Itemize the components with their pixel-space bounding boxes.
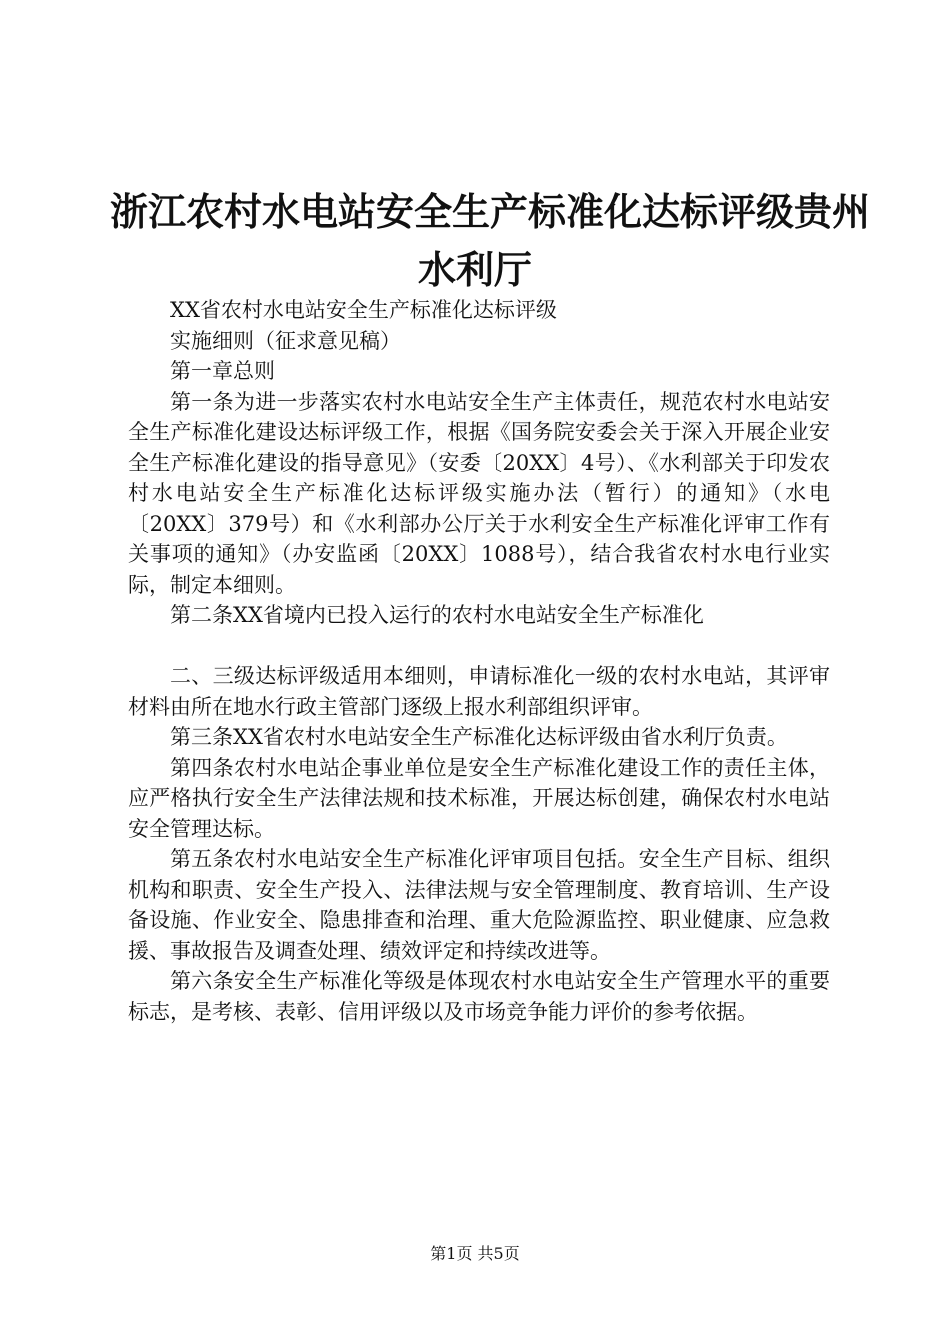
document-title-line-1: 浙江农村水电站安全生产标准化达标评级贵州: [110, 190, 871, 234]
paragraph-chapter-heading: 第一章总则: [170, 359, 275, 383]
document-title-line-2: 水利厅: [417, 248, 532, 292]
paragraph-article-3: 第三条XX省农村水电站安全生产标准化达标评级由省水利厅负责。: [170, 725, 788, 749]
document-body: [128, 295, 830, 1027]
paragraph-article-2: 第二条XX省境内已投入运行的农村水电站安全生产标准化: [170, 603, 704, 627]
paragraph-draft-note: 实施细则（征求意见稿）: [170, 328, 401, 353]
paragraph-article-1: 第一条为进一步落实农村水电站安全生产主体责任，规范农村水电站安全生产标准化建设达标评级工作，根据《国务院安委会关于深入开展企业安全生产标准化建设的指导意见》（安委〔20XX〕4号）、《水利部关于印发农村水电站安全生产标准化达标评级实施办法（暂行）的通知》（水电〔20XX〕379号）和《水利部办公厅关于水利安全生产标准化评审工作有关事项的通知》（办安监函〔20XX〕1088号），结合我省农村水电行业实际，制定本细则。: [128, 389, 830, 597]
paragraph-article-6: 第六条安全生产标准化等级是体现农村水电站安全生产管理水平的重要标志，是考核、表彰、信用评级以及市场竞争能力评价的参考依据。: [128, 969, 830, 1024]
paragraph-article-5: 第五条农村水电站安全生产标准化评审项目包括。安全生产目标、组织机构和职责、安全生产投入、法律法规与安全管理制度、教育培训、生产设备设施、作业安全、隐患排查和治理、重大危险源监控、职业健康、应急救援、事故报告及调查处理、绩效评定和持续改进等。: [128, 847, 830, 963]
paragraph-article-2-continued: 二、三级达标评级适用本细则，申请标准化一级的农村水电站，其评审材料由所在地水行政主管部门逐级上报水利部组织评审。: [128, 664, 830, 719]
paragraph-subtitle: XX省农村水电站安全生产标准化达标评级: [170, 298, 557, 322]
page-footer: 第1页 共5页: [430, 1244, 520, 1263]
paragraph-article-4: 第四条农村水电站企事业单位是安全生产标准化建设工作的责任主体，应严格执行安全生产法律法规和技术标准，开展达标创建，确保农村水电站安全管理达标。: [128, 755, 830, 841]
paragraph-gap: [128, 631, 830, 662]
